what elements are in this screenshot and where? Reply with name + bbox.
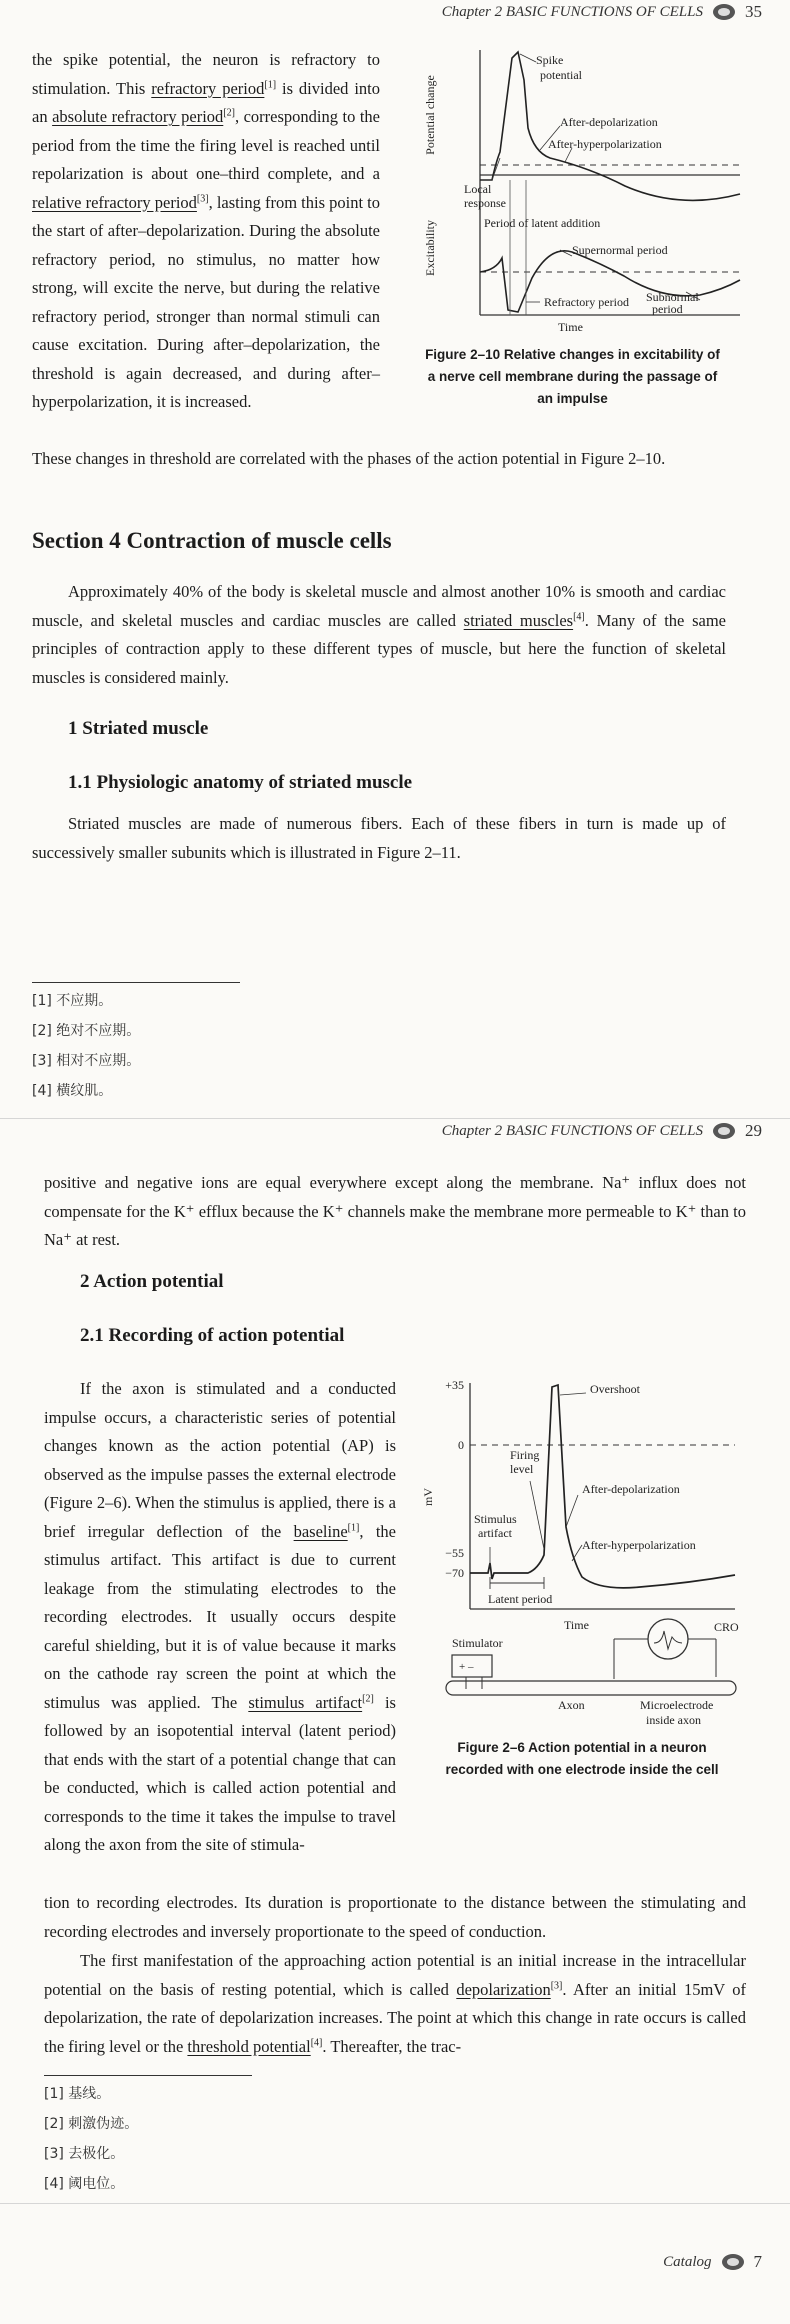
text-run: , corresponding to the period from the time the firing level is reached until repolarization is about one–third complete, and a: [32, 107, 381, 183]
label-overshoot: Overshoot: [590, 1382, 640, 1396]
term-absolute-refractory: absolute refractory period: [52, 107, 224, 126]
term-depolarization: depolarization: [456, 1979, 551, 1999]
subheading-physiologic-anatomy: 1.1 Physiologic anatomy of striated muscle: [68, 772, 413, 793]
ylabel-excitability: Excitability: [423, 220, 437, 276]
caption-line: Figure 2–6 Action potential in a neuron: [457, 1740, 707, 1755]
page-35: [0, 0, 790, 1118]
refractory-paragraph: [32, 46, 380, 417]
text-run: , lasting from this point to the start of after–depolarization. During the absolute refractory period, no stimulus, no matter how strong, will excite the nerve, but during the relative refractory period, stronger than normal stimuli can cause excitation. During after–depolarization, the threshold is again decreased, and during after–hyperpolarization, it is increased.: [32, 192, 380, 411]
caption-line: a nerve cell membrane during the passage of: [427, 369, 718, 384]
chapter-title: Chapter 2 BASIC FUNCTIONS OF CELLS: [441, 1122, 703, 1139]
label-after-depolarization: After-depolarization: [582, 1482, 680, 1496]
chapter-title: Chapter 2 BASIC FUNCTIONS OF CELLS: [441, 3, 703, 20]
footnote-ref: [3]: [550, 1980, 563, 1991]
text-run: . After an initial 15mV of depolarization, the rate of depolarization increases. The point at which this change in rate occurs is called the firing level or the: [44, 1979, 747, 2056]
recording-paragraph-end: tion to recording electrodes. Its duration is proportionate to the distance between the stimulating and recording electrodes and inversely proportionate to the speed of conduction.: [44, 1893, 746, 1941]
stimulator-polarity: + –: [459, 1661, 474, 1673]
footnote: [2] 刺激伪迹。: [44, 2116, 139, 2132]
ylabel-mv: mV: [421, 1488, 435, 1506]
footnote-ref: [4]: [573, 611, 585, 622]
footnote-ref: [4]: [310, 2037, 323, 2048]
label-spike: Spike: [536, 53, 564, 67]
cro-scope-icon: [648, 1619, 688, 1659]
text-run: The first manifestation of the approaching action potential is an initial increase in the intracellular potential on the basis of resting potential, which is called: [44, 1951, 746, 1999]
label-time: Time: [564, 1618, 589, 1632]
term-threshold-potential: threshold potential: [187, 2036, 311, 2056]
label-after-hyperpolarization: After-hyperpolarization: [548, 137, 662, 151]
text-run: . Many of the same principles of contraction apply to these different types of muscle, but here the function of skeletal muscles is considered mainly.: [32, 610, 726, 687]
page-29: [0, 1118, 790, 2204]
label-artifact: artifact: [478, 1526, 512, 1540]
subheading-striated-muscle: 1 Striated muscle: [68, 718, 209, 739]
label-latent-period: Latent period: [488, 1592, 553, 1606]
label-stimulator: Stimulator: [452, 1636, 503, 1650]
page-number: 35: [745, 2, 762, 21]
text-run: is divided into an: [32, 78, 381, 126]
depolarization-paragraph: [44, 1947, 746, 2061]
page-number: 7: [753, 2252, 762, 2271]
term-relative-refractory: relative refractory period: [32, 192, 197, 212]
text-run: If the axon is stimulated and a conducted impulse occurs, a characteristic series of potential changes known as the action potential (AP) is observed as the impulse passes the external electrode (Figure 2–6). When the stimulus is applied, there is a brief irregular deflection of the: [44, 1379, 396, 1541]
microelectrode-label: [640, 1697, 740, 1731]
footnote: [2] 绝对不应期。: [32, 1023, 141, 1039]
caption-line: Figure 2–10 Relative changes in excitability of: [425, 347, 720, 362]
label-time: Time: [558, 320, 583, 334]
text-run: the spike potential, the neuron is refractory to stimulation. This: [32, 50, 380, 98]
caption-line: recorded with one electrode inside the cell: [445, 1762, 719, 1777]
running-header: [663, 2252, 762, 2272]
axon-shape: [446, 1681, 736, 1695]
figure-2-10-diagram: [400, 40, 745, 340]
refractory-paragraph-end: These changes in threshold are correlated with the phases of the action potential in Figure 2–10.: [32, 449, 666, 468]
term-striated-muscles: striated muscles: [463, 610, 574, 630]
footnote: [3] 去极化。: [44, 2146, 125, 2162]
footnote-ref: [1]: [264, 79, 277, 90]
label-response: response: [464, 196, 506, 210]
footnote: [1] 不应期。: [32, 993, 113, 1009]
tick-minus55: −55: [445, 1546, 464, 1560]
tick-plus35: +35: [445, 1378, 464, 1392]
ions-paragraph: positive and negative ions are equal everywhere except along the membrane. Na⁺ influx does not compensate for the K⁺ efflux because the K⁺ channels make the membrane more permeable to K⁺ than to Na⁺ at rest.: [44, 1173, 746, 1249]
label-firing: Firing: [510, 1448, 540, 1462]
label-refractory: Refractory period: [544, 295, 629, 309]
footnote: [3] 相对不应期。: [32, 1053, 141, 1069]
recording-paragraph: [44, 1375, 396, 1860]
text-run: , the stimulus artifact. This artifact is due to current leakage from the stimulating electrodes to the recording electrodes. It usually occurs despite careful shielding, but it is of value because it marks on the cathode ray screen the point at which the stimulus was applied. The: [44, 1521, 396, 1712]
figure-2-6-caption: [412, 1737, 752, 1781]
label-after-hyperpolarization: After-hyperpolarization: [582, 1538, 696, 1552]
label-subnormal-period: period: [652, 302, 683, 316]
term-stimulus-artifact: stimulus artifact: [248, 1692, 363, 1712]
label-inside-axon: inside axon: [646, 1713, 701, 1727]
label-latent-addition: Period of latent addition: [484, 216, 601, 230]
muscle-paragraph: [32, 578, 726, 692]
label-subnormal: Subnormal: [646, 290, 699, 304]
footnote: [1] 基线。: [44, 2086, 111, 2102]
label-level: level: [510, 1462, 534, 1476]
footnote-divider: [32, 982, 240, 983]
tick-0: 0: [458, 1438, 464, 1452]
page-number: 29: [745, 1121, 762, 1140]
footnote-divider: [44, 2075, 252, 2076]
label-potential: potential: [540, 68, 582, 82]
text-run: is followed by an isopotential interval (latent period) that ends with the start of a potential change that can be conducted, which is called action potential and corresponds to the time it takes the impulse to travel along the axon from the site of stimula-: [44, 1692, 396, 1854]
footnote-ref: [1]: [347, 1522, 360, 1533]
book-logo-icon: [713, 1123, 735, 1139]
text-run: Approximately 40% of the body is skeletal muscle and almost another 10% is smooth and cardiac muscle, and skeletal muscles and cardiac muscles are called: [32, 582, 726, 630]
footnote-ref: [2]: [223, 107, 235, 119]
subheading-recording: 2.1 Recording of action potential: [80, 1325, 345, 1346]
label-stimulus: Stimulus: [474, 1512, 517, 1526]
label-cro: CRO: [714, 1620, 739, 1634]
label-after-depolarization: After-depolarization: [560, 115, 658, 129]
footnote: [4] 阈电位。: [44, 2176, 125, 2192]
caption-line: an impulse: [537, 391, 608, 406]
term-refractory-period: refractory period: [151, 78, 265, 98]
book-logo-icon: [713, 4, 735, 20]
book-logo-icon: [722, 2254, 744, 2270]
tick-minus70: −70: [445, 1566, 464, 1580]
footnote-ref: [2]: [362, 1693, 374, 1704]
footnote: [4] 横纹肌。: [32, 1083, 113, 1099]
subheading-action-potential: 2 Action potential: [80, 1271, 224, 1292]
label-microelectrode: Microelectrode: [640, 1698, 714, 1712]
section-heading: Section 4 Contraction of muscle cells: [32, 528, 392, 553]
label-local: Local: [464, 182, 492, 196]
figure-2-10-caption: [400, 344, 745, 410]
footnote-ref: [3]: [196, 193, 209, 204]
term-baseline: baseline: [293, 1521, 348, 1541]
text-run: . Thereafter, the trac-: [322, 2036, 462, 2056]
catalog-title: Catalog: [663, 2253, 712, 2270]
label-axon: Axon: [558, 1698, 585, 1712]
label-supernormal: Supernormal period: [572, 243, 668, 257]
running-header: [442, 2, 762, 22]
page-catalog-7: [0, 2203, 790, 2324]
ylabel-potential: Potential change: [423, 75, 437, 155]
striated-paragraph: Striated muscles are made of numerous fibers. Each of these fibers in turn is made up of successively smaller subunits which is illustrated in Figure 2–11.: [32, 814, 726, 862]
running-header: [442, 1121, 762, 1141]
